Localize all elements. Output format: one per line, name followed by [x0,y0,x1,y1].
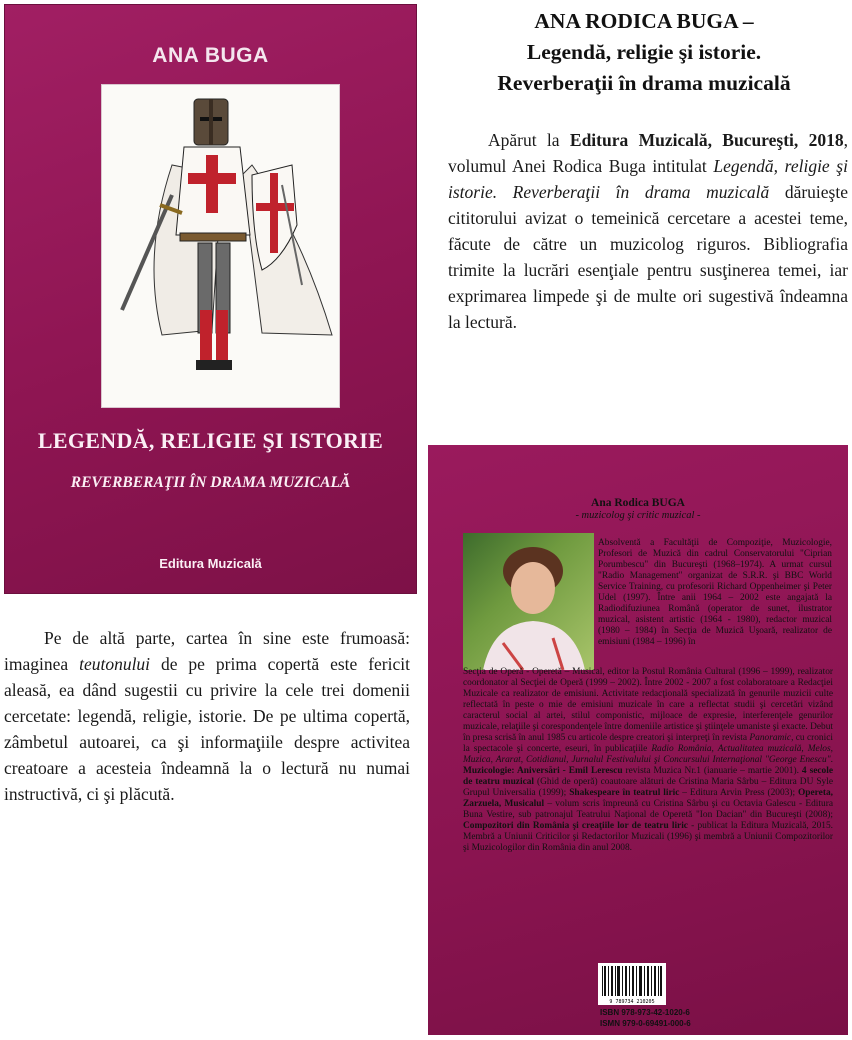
text-run: teutonului [79,654,151,674]
text-run: Radio România, Actualitatea muzicală, Melos, Muzica, Ararat, Cotidianul, Jurnalul Festivalului şi Concursului Internaţional "George Enescu" [463,744,833,765]
text-run: 4 secole de teatru muzical [463,766,833,787]
isbn: ISBN 978-973-42-1020-6 [600,1008,690,1017]
text-run: Editura Muzicală, Bucureşti, 2018 [569,130,844,150]
front-cover-image [4,4,417,594]
author-portrait [463,533,594,670]
back-bio-bottom [463,667,833,854]
article-title-line1: ANA RODICA BUGA – [534,9,754,33]
crusader-knight-illustration [101,84,340,408]
back-author: Ana Rodica BUGA [591,497,685,509]
article-paragraph-2 [4,625,410,807]
text-run: Muzicologie: Aniversări - Emil Lerescu [463,766,623,776]
cover-author: ANA BUGA [152,44,269,67]
ismn: ISMN 979-0-69491-000-6 [600,1019,691,1028]
back-cover-image [428,445,848,1035]
text-run: Panoramic [749,733,792,743]
text-run: , cu cronici la spectacole şi concerte, eseuri, în publicaţiile [463,733,833,754]
text-run: – volum scris împreună cu Cristina Sârbu şi cu Octavia Galescu - Editura Buna Vestire, sub patronajul Teatrului Naţional de Operetă "Ion Dacian" din Bucureşti (2008); [463,799,833,820]
article-title [440,6,848,99]
text-run: . [830,755,833,765]
back-role: - muzicolog şi critic muzical - [575,510,701,521]
text-run: Compozitori din România şi creaţiile lor de teatru liric [463,821,688,831]
text-run: Opereta, Zarzuela, Musicalul [463,788,833,809]
text-run: de pe prima copertă este fericit aleasă, ea dând sugestii cu privire la cele trei domenii cercetate: legendă, religie, istorie. De pe ultima copertă, zâmbetul autoarei, ca şi informaţiile despre activitea creatoare a acesteia îndeamnă la o lectură nu numai instructivă, ci şi plăcută. [4,654,410,804]
text-run: - publicat la Editura Muzicală, 2015. Membră a Uniunii Criticilor şi Redactorilor Muzicali (1996) şi membră a Uniunii Compozitorilor şi Muzicologilor din România din anul 2008. [463,821,833,853]
article-paragraph-1 [448,127,848,335]
text-run: Legendă, religie şi istorie. Reverberaţii în drama muzicală [448,156,848,202]
barcode-digits: 9 789734 210205 [609,999,655,1005]
text-run: dăruieşte cititorului avizat o temeinică cercetare a acestei teme, făcute de către un muzicolog riguros. Bibliografia trimite la lucrări esenţiale pentru susţinerea temei, iar exprimarea limpede şi de multe ori sugestivă îndeamna la lectură. [448,182,848,332]
text-run: revista Muzica Nr.1 (ianuarie – martie 2001). [622,766,802,776]
text-run: Pe de altă parte, cartea în sine este frumoasă: imaginea [4,628,410,674]
text-run: (Ghid de operă) coautoare alături de Cristina Maria Sârbu – Editura DU Syle Grupul Universalia (1999); [463,777,833,798]
text-run: Shakespeare în teatrul liric [569,788,680,798]
text-run: Secţia de Operă - Operetă – Musical, editor la Postul România Cultural (1996 – 1999), realizator coordonator al Secţiei de Operă (1999 – 2002). Între 2002 - 2007 a fost colaboratoare a Redacţiei Muzicale ca realizator de emisiuni. Activitate redacţională specializată în genurile muzicii culte reflectată în peste o mie de emisiuni muzicale în care a reflectat studii şi cercetări vizând caracterul social al artei, stilul componistic, mijloace de expresie, interferenţele genurilor muzicale, relaţiile şi corespondenţele între domeniile artistice şi ştiinţele umaniste şi exacte. Debut în presa scrisă în anul 1985 cu articole despre creatori şi interpreţi în revista [463,667,833,743]
barcode [598,963,666,1005]
cover-title: LEGENDĂ, RELIGIE ŞI ISTORIE [37,428,384,453]
text-run: – Editura Arvin Press (2003); [679,788,799,798]
cover-subtitle: REVERBERAŢII ÎN DRAMA MUZICALĂ [70,474,351,491]
back-bio-top [598,538,832,648]
cover-publisher: Editura Muzicală [159,556,262,571]
article-title-line2: Legendă, religie şi istorie. [526,40,762,64]
text-run: Apărut la [488,130,570,150]
text-run: , volumul Anei Rodica Buga intitulat [448,130,848,176]
article-title-line3: Reverberaţii în drama muzicală [497,71,791,95]
text-run: Absolventă a Facultăţii de Compoziţie, Muzicologie, Profesori de Muzică din cadrul Conservatorului "Ciprian Porumbescu" din Bucureşti (1968–1974). A urmat cursul "Radio Management" organizat de S.R.R. şi BBC World Service Training, cu profesorii Richard Oppenheimer şi Peter Udel (1997). Între anii 1964 – 2002 este angajată la Radiodifuziunea Română (operator de sunet, ilustrator muzical, asistent artistic (1964 - 1980), redactor muzical (1980 – 1984) în Secţia de Muzică Uşoară, realizator de emisiuni (1984 – 1996) în [598,538,832,647]
